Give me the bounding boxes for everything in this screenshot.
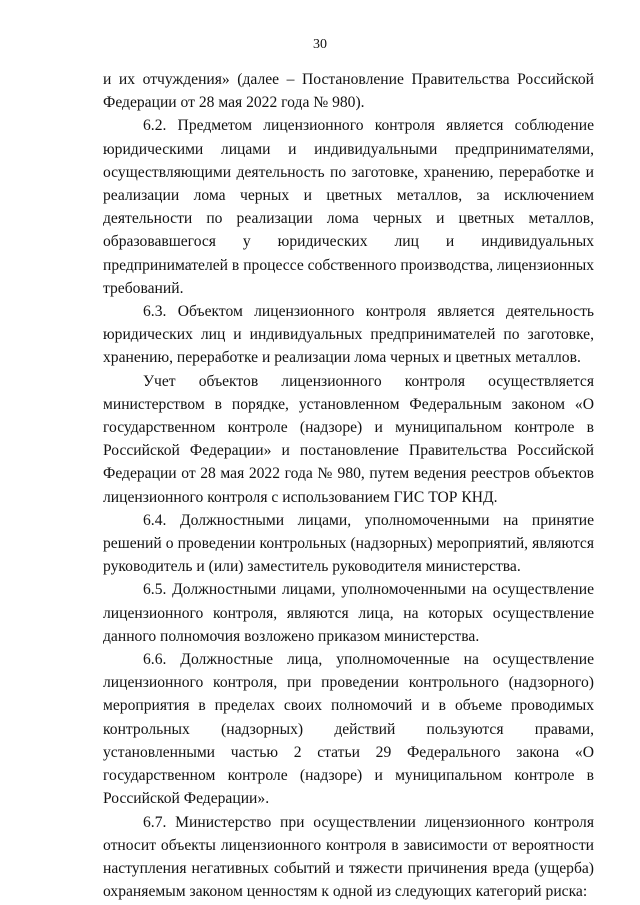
paragraph-6-5: 6.5. Должностными лицами, уполномоченными на осуществление лицензионного контроля, являются лица, на которых осуществление данного полномочия возложено приказом министерства. [103,581,594,645]
document-body [103,68,594,903]
paragraph-6-7: 6.7. Министерство при осуществлении лицензионного контроля относит объекты лицензионного контроля в зависимости от вероятности наступления негативных событий и тяжести причинения вреда (ущерба) охраняемым законом ценностям к одной из следующих категорий риска: [103,813,594,901]
paragraph-continuation: и их отчуждения» (далее – Постановление Правительства Российской Федерации от 28 мая 2022 года № 980). [103,71,594,112]
paragraph-6-6: 6.6. Должностные лица, уполномоченные на осуществление лицензионного контроля, при проведении контрольного (надзорного) мероприятия в пределах своих полномочий и в объеме проводимых контрольных (надзорных) действий пользуются правами, установленными частью 2 статьи 29 Федерального закона «О государственном контроле (надзоре) и муниципальном контроле в Российской Федерации». [103,651,594,808]
paragraph-6-3: 6.3. Объектом лицензионного контроля является деятельность юридических лиц и индивидуальных предпринимателей по заготовке, хранению, переработке и реализации лома черных и цветных металлов. [103,303,594,367]
paragraph-6-3-accounting: Учет объектов лицензионного контроля осуществляется министерством в порядке, установленном Федеральным законом «О государственном контроле (надзоре) и муниципальном контроле в Российской Федерации» и постановление Правительства Российской Федерации от 28 мая 2022 года № 980, путем ведения реестров объектов лицензионного контроля с использованием ГИС ТОР КНД. [103,372,594,506]
paragraph-6-4: 6.4. Должностными лицами, уполномоченными на принятие решений о проведении контрольных (надзорных) мероприятий, являются руководитель и (или) заместитель руководителя министерства. [103,511,594,576]
paragraph-6-2: 6.2. Предметом лицензионного контроля является соблюдение юридическими лицами и индивидуальными предпринимателями, осуществляющими деятельность по заготовке, хранению, переработке и реализации лома черных и цветных металлов, за исключением деятельности по реализации лома черных и цветных металлов, образовавшегося у юридических лиц и индивидуальных предпринимателей в процессе собственного производства, лицензионных требований. [103,117,595,297]
page-number: 30 [313,37,327,52]
